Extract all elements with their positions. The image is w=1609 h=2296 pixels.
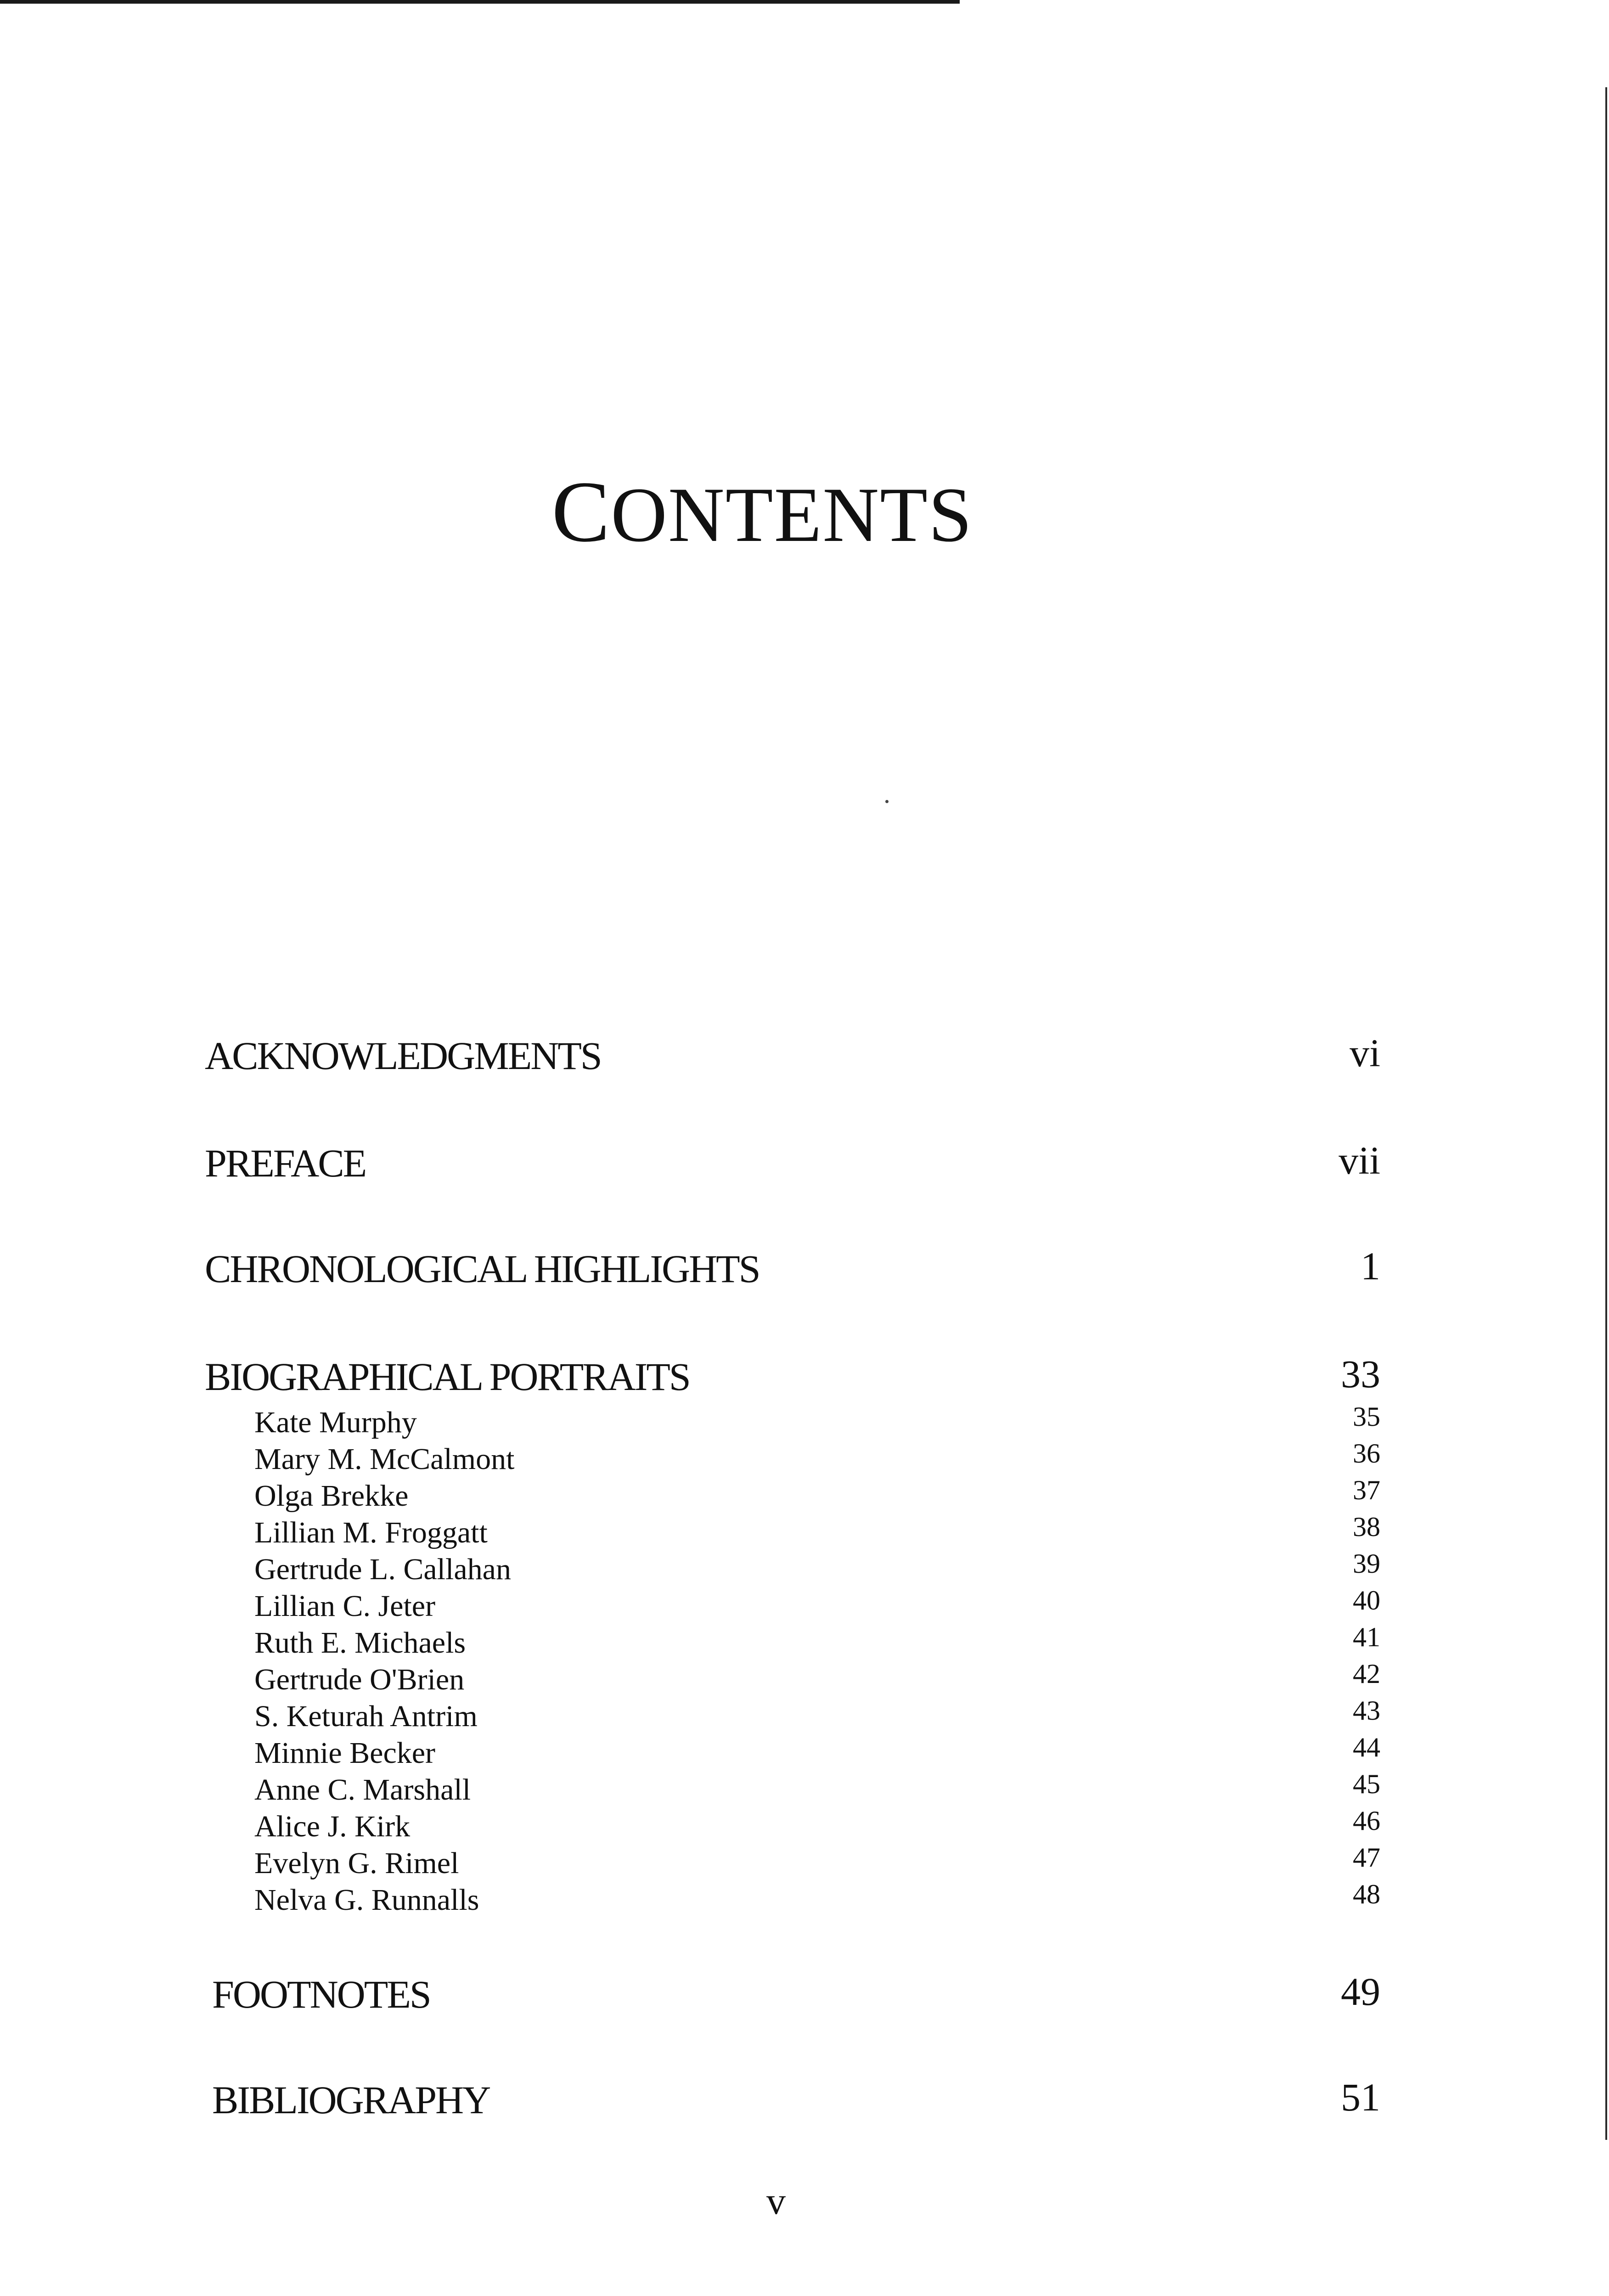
scan-border-top (0, 0, 960, 4)
scan-speck (885, 800, 889, 803)
title-initial: C (551, 464, 611, 560)
toc-entry-label: ACKNOWLEDGMENTS (205, 1034, 601, 1078)
toc-subentry-label: Mary M. McCalmont (254, 1442, 515, 1476)
page-title (0, 464, 1525, 560)
toc-subentry-page: 46 (1353, 1806, 1380, 1836)
toc-entry-label: CHRONOLOGICAL HIGHLIGHTS (205, 1247, 759, 1291)
toc-entry-page: 33 (1341, 1352, 1380, 1396)
toc-subentry-label: Nelva G. Runnalls (254, 1883, 479, 1917)
toc-subentry-page: 40 (1353, 1585, 1380, 1615)
toc-entry-label: FOOTNOTES (212, 1972, 430, 2016)
toc-subentry[interactable] (254, 1548, 1380, 1591)
toc-entry-chronological-highlights[interactable] (205, 1244, 1380, 1300)
toc-subentry[interactable] (254, 1842, 1380, 1885)
toc-entry-label: PREFACE (205, 1141, 366, 1185)
toc-entry-page: vi (1350, 1031, 1380, 1075)
toc-subentry-label: Gertrude O'Brien (254, 1663, 465, 1696)
toc-subentry-label: Olga Brekke (254, 1479, 409, 1513)
toc-subentry[interactable] (254, 1401, 1380, 1444)
toc-subentry[interactable] (254, 1769, 1380, 1812)
toc-subentry-page: 38 (1353, 1512, 1380, 1542)
toc-entry-label: BIOGRAPHICAL PORTRAITS (205, 1355, 690, 1399)
toc-subentry-label: Alice J. Kirk (254, 1810, 411, 1843)
toc-subentry-label: Ruth E. Michaels (254, 1626, 466, 1660)
toc-subentry-page: 45 (1353, 1769, 1380, 1799)
toc-subentry-page: 43 (1353, 1695, 1380, 1726)
toc-entry-label: BIBLIOGRAPHY (212, 2078, 490, 2122)
toc-entry-acknowledgments[interactable] (205, 1031, 1380, 1086)
toc-subentry-label: S. Keturah Antrim (254, 1699, 478, 1733)
toc-subentry[interactable] (254, 1806, 1380, 1848)
toc-subentry-page: 42 (1353, 1659, 1380, 1689)
toc-subentry[interactable] (254, 1695, 1380, 1738)
toc-subentry-label: Kate Murphy (254, 1406, 417, 1439)
toc-subentry[interactable] (254, 1879, 1380, 1922)
toc-subentry-page: 41 (1353, 1622, 1380, 1652)
toc-entry-biographical-portraits[interactable] (205, 1352, 1380, 1407)
scan-border-right (1605, 87, 1607, 2140)
toc-subentry[interactable] (254, 1475, 1380, 1518)
toc-entry-preface[interactable] (205, 1138, 1380, 1194)
toc-entry-page: 51 (1341, 2075, 1380, 2119)
toc-subentry-page: 35 (1353, 1401, 1380, 1432)
toc-entry-bibliography[interactable] (212, 2075, 1380, 2131)
toc-subentry-page: 48 (1353, 1879, 1380, 1909)
toc-subentry-label: Gertrude L. Callahan (254, 1553, 511, 1586)
toc-subentry-label: Anne C. Marshall (254, 1773, 471, 1806)
toc-subentry-page: 44 (1353, 1732, 1380, 1762)
toc-subentry-page: 36 (1353, 1438, 1380, 1469)
toc-subentry-page: 47 (1353, 1842, 1380, 1873)
toc-subentry-label: Lillian C. Jeter (254, 1589, 436, 1623)
toc-entry-footnotes[interactable] (212, 1970, 1380, 2025)
toc-subentry[interactable] (254, 1585, 1380, 1628)
title-rest: ONTENTS (611, 472, 973, 558)
toc-subentry-page: 37 (1353, 1475, 1380, 1505)
toc-subentry-label: Minnie Becker (254, 1736, 436, 1770)
toc-subentry[interactable] (254, 1512, 1380, 1554)
toc-entry-page: 1 (1361, 1244, 1380, 1288)
toc-entry-page: 49 (1341, 1970, 1380, 2014)
toc-subentry[interactable] (254, 1622, 1380, 1665)
toc-subentry-label: Lillian M. Froggatt (254, 1516, 488, 1549)
page-number: v (766, 2180, 786, 2223)
toc-subentry-label: Evelyn G. Rimel (254, 1846, 459, 1880)
toc-entry-page: vii (1339, 1138, 1380, 1182)
toc-subentry-page: 39 (1353, 1548, 1380, 1579)
toc-subentry[interactable] (254, 1438, 1380, 1481)
toc-subentry[interactable] (254, 1732, 1380, 1775)
toc-subentry[interactable] (254, 1659, 1380, 1701)
